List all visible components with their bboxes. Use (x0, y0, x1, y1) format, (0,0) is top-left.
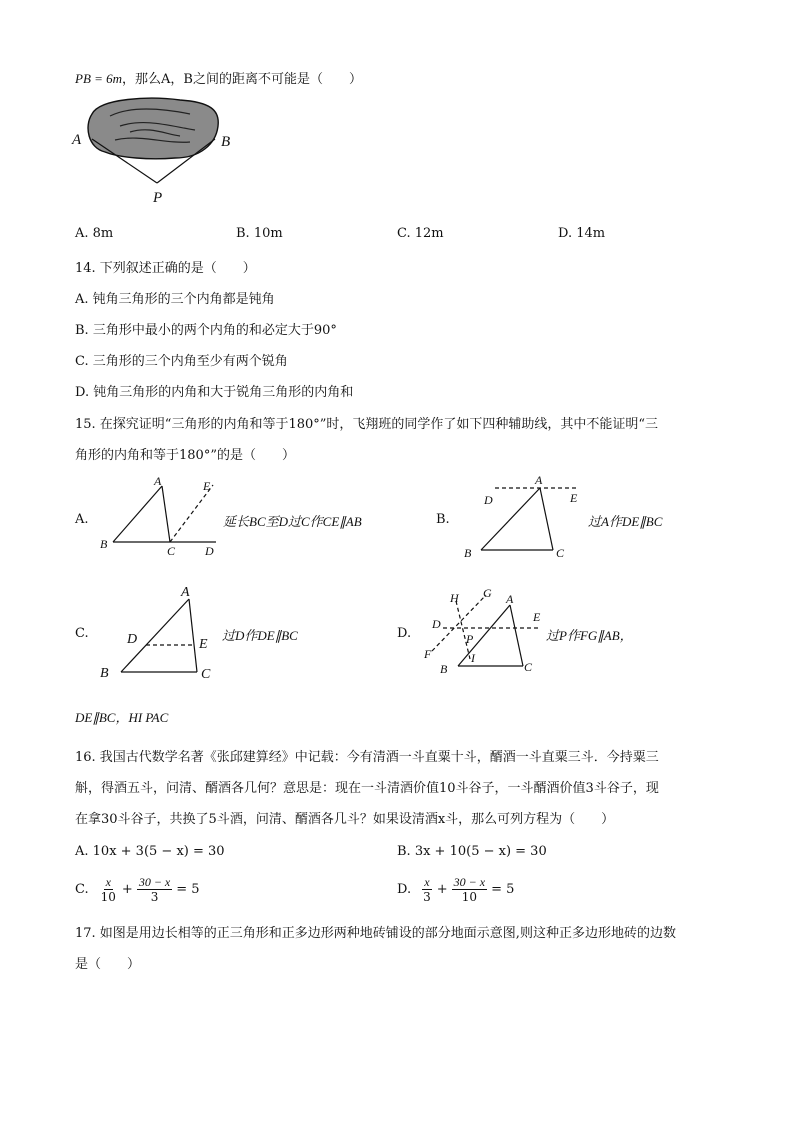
fig-d-label-a: A (506, 592, 514, 606)
q16-line1: 16. 我国古代数学名著《张邱建算经》中记载：今有清酒一斗直粟十斗，醑酒一斗直粟三斗．今持粟三 (75, 750, 659, 765)
q16-option-b[interactable]: B. 3x + 10(5 − x) = 30 (397, 844, 547, 859)
fig-b-label-c: C (556, 546, 565, 560)
fig-c-label-a: A (181, 585, 190, 600)
q15-option-d-cont: DE∥BC，HI PAC (75, 710, 169, 725)
fig-d-label-f: F (424, 647, 432, 661)
fig-d-label-h: H (450, 591, 459, 605)
q15-option-b-text: 过A作DE∥BC (588, 514, 663, 529)
q14-stem: 14. 下列叙述正确的是（ ） (75, 261, 256, 276)
q15-option-b-letter[interactable]: B. (436, 512, 450, 527)
q13-option-c[interactable]: C. 12m (397, 226, 444, 241)
q16-option-d[interactable]: D. $\frac{x}{3}$ + $\frac{30 - x}{10}$ = 5 (397, 875, 515, 904)
fig-a-label-b: B (100, 537, 108, 551)
label-b: B (221, 134, 231, 150)
fig-d-label-b: B (440, 662, 448, 676)
fig-d-label-i: I (471, 651, 475, 665)
fig-d-label-p: P (466, 632, 474, 646)
q13-option-a[interactable]: A. 8m (75, 226, 114, 241)
q15-option-d-letter[interactable]: D. (397, 626, 412, 641)
q15-fig-c (95, 582, 225, 682)
q13-option-b[interactable]: B. 10m (236, 226, 283, 241)
fig-a-label-a: A (154, 474, 162, 488)
q17-line1: 17. 如图是用边长相等的正三角形和正多边形两种地砖铺设的部分地面示意图,则这种正多边形地砖的边数 (75, 926, 676, 941)
q14-option-a[interactable]: A. 钝角三角形的三个内角都是钝角 (75, 292, 275, 307)
fig-d-label-d: D (432, 617, 441, 631)
fig-a-label-d: D (205, 544, 214, 558)
q16-option-c-rhs: = 5 (176, 882, 200, 897)
q16-option-d-frac2: $\frac{30 - x}{10}$ (453, 875, 486, 904)
q16-option-a[interactable]: A. 10x + 3(5 − x) = 30 (75, 844, 225, 859)
q13-option-d[interactable]: D. 14m (558, 226, 606, 241)
label-a: A (72, 132, 82, 148)
q15-option-c-letter[interactable]: C. (75, 626, 89, 641)
fig-c-label-e: E (199, 637, 208, 652)
q14-option-d[interactable]: D. 钝角三角形的内角和大于锐角三角形的内角和 (75, 385, 354, 400)
q13-intro (75, 68, 362, 87)
fig-b-label-a: A (535, 473, 543, 487)
fig-c-label-d: D (127, 632, 138, 647)
q13-intro-text: ，那么A，B之间的距离不可能是（ ） (122, 72, 362, 87)
fig-a-label-c: C (167, 544, 176, 558)
q16-option-c-letter: C. (75, 882, 89, 897)
q16-option-d-rhs: = 5 (491, 882, 515, 897)
q17-line2: 是（ ） (75, 957, 141, 972)
q13-figure (70, 96, 250, 216)
q15-option-a-letter[interactable]: A. (75, 512, 89, 527)
fig-c-label-b: B (100, 666, 109, 681)
q16-option-c[interactable]: C. $\frac{x}{10}$ + $\frac{30 - x}{3}$ = 5 (75, 875, 200, 904)
fig-b-label-d: D (484, 493, 493, 507)
q16-line2: 斛，得酒五斗，问清、醑酒各几何？意思是：现在一斗清酒价值10斗谷子，一斗醑酒价值3斗谷子，现 (75, 781, 659, 796)
fig-d-label-c: C (524, 660, 533, 674)
q15-option-a-text: 延长BC至D过C作CE∥AB (223, 514, 362, 529)
fig-b-label-e: E (570, 491, 578, 505)
q16-option-d-letter: D. (397, 882, 412, 897)
q13-intro-math: PB = 6m (75, 71, 123, 86)
q16-option-c-frac2: $\frac{30 - x}{3}$ (138, 875, 171, 904)
q15-fig-d (418, 585, 548, 675)
fig-d-label-g: G (483, 586, 492, 600)
fig-a-label-e: E (203, 479, 211, 493)
q15-option-d-text: 过P作FG∥AB， (546, 628, 633, 643)
q15-fig-b (460, 472, 580, 562)
q16-line3: 在拿30斗谷子，共换了5斗酒，问清、醑酒各几斗？如果设清酒x斗，那么可列方程为（ ） (75, 812, 615, 827)
fig-b-label-b: B (464, 546, 472, 560)
fig-d-label-e: E (533, 610, 541, 624)
q14-option-c[interactable]: C. 三角形的三个内角至少有两个锐角 (75, 354, 288, 369)
label-p: P (153, 190, 163, 206)
q16-option-c-frac1: $\frac{x}{10}$ (100, 875, 116, 904)
q15-stem-line2: 角形的内角和等于180°”的是（ ） (75, 448, 295, 463)
q15-fig-a (95, 472, 225, 562)
q15-stem-line1: 15. 在探究证明“三角形的内角和等于180°”时，飞翔班的同学作了如下四种辅助线，其中不能证明“三 (75, 417, 659, 432)
q15-option-c-text: 过D作DE∥BC (222, 628, 298, 643)
q16-option-d-frac1: $\frac{x}{3}$ (423, 875, 431, 904)
fig-c-label-c: C (201, 667, 211, 682)
q14-option-b[interactable]: B. 三角形中最小的两个内角的和必定大于90° (75, 323, 337, 338)
